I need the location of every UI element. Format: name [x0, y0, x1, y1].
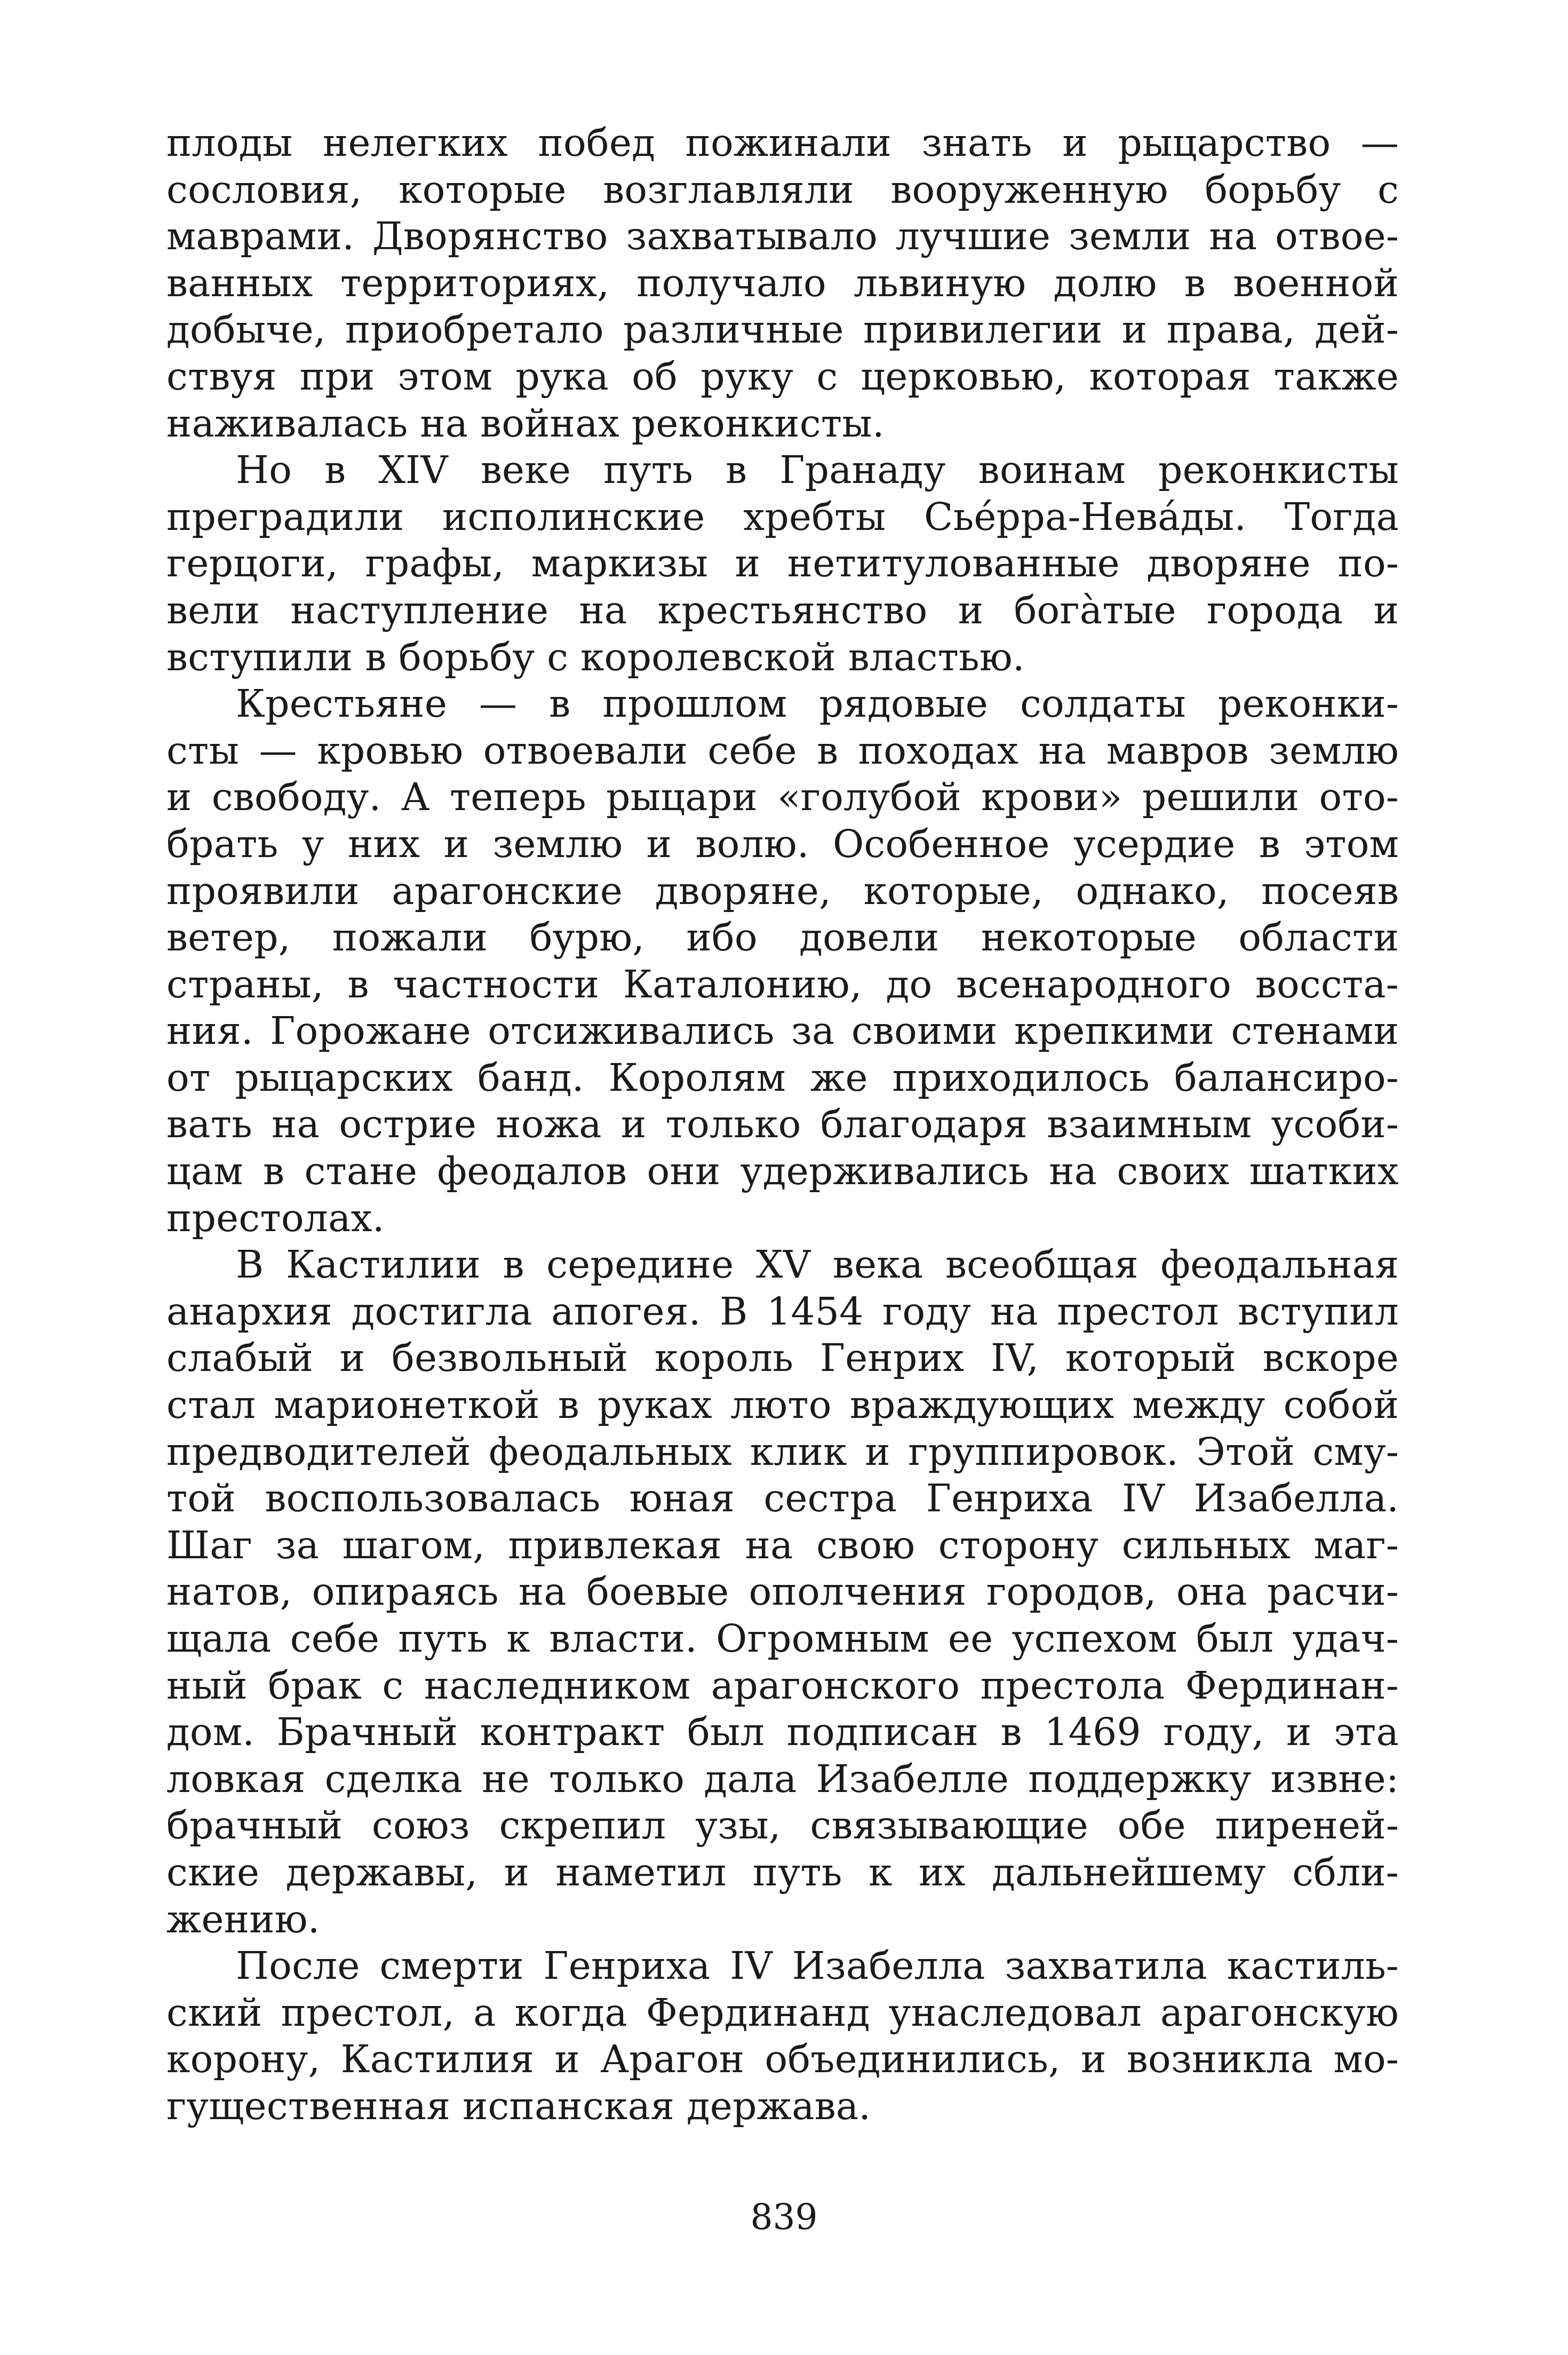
text-line: ный брак с наследником арагонского престола Фердинан-	[166, 1663, 1399, 1708]
paragraph-2	[166, 447, 1399, 680]
text-line: проявили арагонские дворяне, которые, однако, посеяв	[166, 868, 1399, 913]
paragraph-4	[166, 1241, 1399, 1942]
text-line: брать у них и землю и волю. Особенное усердие в этом	[166, 821, 1399, 866]
text-line: сословия, которые возглавляли вооруженную борьбу с	[166, 167, 1399, 212]
text-line: вступили в борьбу с королевской властью.	[166, 635, 1025, 679]
paragraph-5	[166, 1942, 1399, 2129]
text-line: дом. Брачный контракт был подписан в 1469 году, и эта	[166, 1710, 1399, 1755]
text-line: корону, Кастилия и Арагон объединились, и возникла мо-	[166, 2037, 1399, 2082]
text-line: от рыцарских банд. Королям же приходилось балансиро-	[166, 1055, 1399, 1100]
text-line: натов, опираясь на боевые ополчения городов, она расчи-	[166, 1569, 1399, 1614]
text-line: Крестьяне — в прошлом рядовые солдаты реконки-	[236, 681, 1399, 726]
text-line: стал марионеткой в руках люто враждующих между собой	[166, 1383, 1399, 1428]
text-line: страны, в частности Каталонию, до всенародного восста-	[166, 962, 1399, 1006]
text-line: гущественная испанская держава.	[166, 2083, 871, 2128]
page-number: 839	[750, 2197, 818, 2238]
text-line: герцоги, графы, маркизы и нетитулованные дворяне по-	[166, 541, 1399, 586]
text-line: предводителей феодальных клик и группировок. Этой сму-	[166, 1429, 1399, 1474]
text-line: плоды нелегких побед пожинали знать и рыцарство —	[166, 121, 1399, 165]
text-line: брачный союз скрепил узы, связывающие обе пиреней-	[166, 1803, 1399, 1848]
text-line: В Кастилии в середине XV века всеобщая феодальная	[236, 1242, 1399, 1287]
text-line: анархия достигла апогея. В 1454 году на престол вступил	[166, 1289, 1399, 1334]
text-line: ловкая сделка не только дала Изабелле поддержку извне:	[166, 1756, 1399, 1801]
text-line: цам в стане феодалов они удерживались на своих шатких	[166, 1149, 1399, 1194]
text-line: преградили исполинские хребты Сьéрра-Невáды. Тогда	[166, 494, 1399, 539]
text-line: После смерти Генриха IV Изабелла захватила кастиль-	[236, 1944, 1399, 1988]
paragraph-1	[166, 120, 1399, 447]
text-line: сты — кровью отвоевали себе в походах на мавров землю	[166, 728, 1399, 773]
text-line: добыче, приобретало различные привилегии и права, дей-	[166, 307, 1399, 352]
text-line: Шаг за шагом, привлекая на свою сторону сильных маг-	[166, 1523, 1399, 1567]
text-line: и свободу. А теперь рыцари «голубой крови» решили ото-	[166, 775, 1399, 820]
text-line: престолах.	[166, 1195, 385, 1240]
text-line: той воспользовалась юная сестра Генриха IV Изабелла.	[166, 1476, 1399, 1521]
text-line: щала себе путь к власти. Огромным ее успехом был удач-	[166, 1616, 1399, 1661]
text-line: ствуя при этом рука об руку с церковью, которая также	[166, 354, 1399, 399]
text-line: ские державы, и наметил путь к их дальнейшему сбли-	[166, 1850, 1399, 1894]
text-line: слабый и безвольный король Генрих IV, который вскоре	[166, 1336, 1399, 1381]
text-line: наживалась на войнах реконкисты.	[166, 401, 885, 446]
text-line: жению.	[166, 1897, 320, 1941]
body-text	[166, 120, 1399, 2130]
text-line: ванных территориях, получало львиную долю в военной	[166, 260, 1399, 305]
text-line: ния. Горожане отсиживались за своими крепкими стенами	[166, 1009, 1399, 1053]
paragraph-3	[166, 680, 1399, 1241]
text-line: вели наступление на крестьянство и богàтые города и	[166, 588, 1399, 632]
text-line: Но в XIV веке путь в Гранаду воинам реконкисты	[236, 448, 1399, 493]
text-line: ветер, пожали бурю, ибо довели некоторые области	[166, 915, 1399, 960]
text-line: ский престол, а когда Фердинанд унаследовал арагонскую	[166, 1990, 1399, 2035]
text-line: вать на острие ножа и только благодаря взаимным усоби-	[166, 1102, 1399, 1147]
text-line: маврами. Дворянство захватывало лучшие земли на отвое-	[166, 214, 1399, 259]
